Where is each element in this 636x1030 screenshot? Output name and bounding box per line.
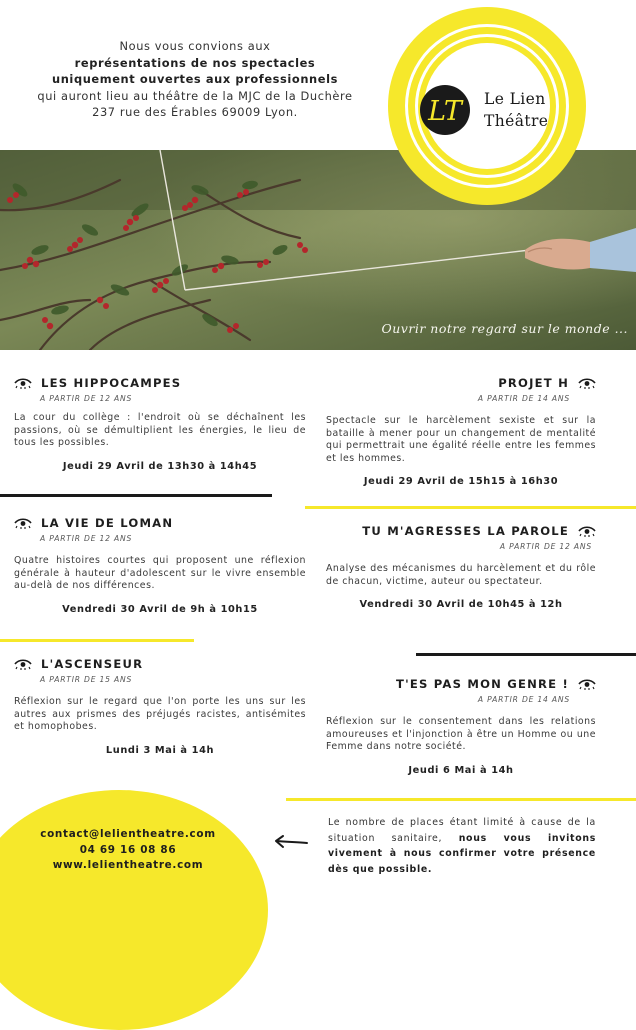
show-date: Jeudi 29 Avril de 13h30 à 14h45 [62,460,258,472]
show-date: Vendredi 30 Avril de 9h à 10h15 [62,603,258,615]
show-title: LES HIPPOCAMPES [41,376,182,390]
show-title-row [326,524,596,538]
divider-bar [416,653,636,656]
show-description: Réflexion sur le regard que l'on porte les uns sur les autres aux prismes des préjugés racistes, antisémites et homophobes. [14,696,306,733]
intro-line-bold: représentations de nos spectacles [74,55,316,70]
show-age: A PARTIR DE 14 ANS [477,394,570,403]
show-title: LA VIE DE LOMAN [41,516,174,530]
contact-block [28,827,228,874]
show-card [14,516,306,615]
show-title-row [14,376,306,390]
contact-website[interactable]: www.lelientheatre.com [52,859,204,871]
contact-phone[interactable]: 04 69 16 08 86 [79,843,177,856]
theatre-logo [387,6,587,206]
intro-text [0,38,390,121]
show-description: La cour du collège : l'endroit où se déchaînent les passions, où se démultiplient les énergies, le lieu de tous les possibles. [14,412,306,449]
eye-icon [14,517,32,529]
note-regular: Le nombre de places étant limité à cause de la situation sanitaire, [328,817,596,844]
eye-icon [578,377,596,389]
show-title-row [14,657,306,671]
intro-line: Nous vous convions aux [119,39,271,53]
show-title-row [14,516,306,530]
divider-bar [0,639,194,642]
eye-icon [14,658,32,670]
show-date: Jeudi 6 Mai à 14h [408,764,514,776]
show-card [14,657,306,756]
show-age: A PARTIR DE 12 ANS [40,394,133,403]
show-description: Spectacle sur le harcèlement sexiste et sur la bataille à mener pour un changement de mentalité qui permettrait une égalité réelle entre les femmes et les hommes. [326,415,596,464]
show-age: A PARTIR DE 14 ANS [477,695,570,704]
show-description: Quatre histoires courtes qui proposent une réflexion générale à hauteur d'adolescent sur le vivre ensemble au-delà de nos différences. [14,555,306,592]
show-card [326,677,596,776]
show-date: Vendredi 30 Avril de 10h45 à 12h [359,599,563,611]
reservation-note [328,815,596,877]
eye-icon [578,678,596,690]
logo-name-line: Le Lien [484,90,546,108]
show-description: Analyse des mécanismes du harcèlement et du rôle de chacun, victime, auteur ou spectateur. [326,563,596,587]
show-title: PROJET H [498,376,569,390]
show-title-row [326,677,596,691]
contact-email[interactable]: contact@lelientheatre.com [40,828,216,840]
show-card [326,376,596,487]
arrow-left-icon [273,834,309,850]
show-description: Réflexion sur le consentement dans les relations amoureuses et l'injonction à être un Homme ou une Femme dans notre société. [326,716,596,753]
intro-line: 237 rue des Érables 69009 Lyon. [92,105,298,119]
show-title: T'ES PAS MON GENRE ! [396,677,569,691]
divider-bar [286,798,636,801]
note-bold: nous vous invitons vivement à nous confirmer votre présence dès que possible. [328,832,596,875]
show-card [326,524,596,610]
show-age: A PARTIR DE 12 ANS [499,542,592,551]
eye-icon [578,525,596,537]
show-age: A PARTIR DE 15 ANS [40,675,133,684]
intro-line-bold: uniquement ouvertes aux professionnels [52,72,338,86]
divider-bar [305,506,636,509]
divider-bar [0,494,272,497]
show-title-row [326,376,596,390]
show-age: A PARTIR DE 12 ANS [40,534,133,543]
show-date: Lundi 3 Mai à 14h [105,744,215,756]
eye-icon [14,377,32,389]
show-title: TU M'AGRESSES LA PAROLE [362,524,569,538]
show-date: Jeudi 29 Avril de 15h15 à 16h30 [363,476,559,488]
show-card [14,376,306,472]
show-title: L'ASCENSEUR [41,657,144,671]
logo-name-line: Théâtre [484,112,549,130]
contact-blob [0,790,268,1030]
logo-monogram: LT [428,96,462,127]
logo-name [484,88,548,132]
banner-tagline: Ouvrir notre regard sur le monde ... [381,321,628,336]
intro-line: qui auront lieu au théâtre de la MJC de la Duchère [37,88,353,103]
